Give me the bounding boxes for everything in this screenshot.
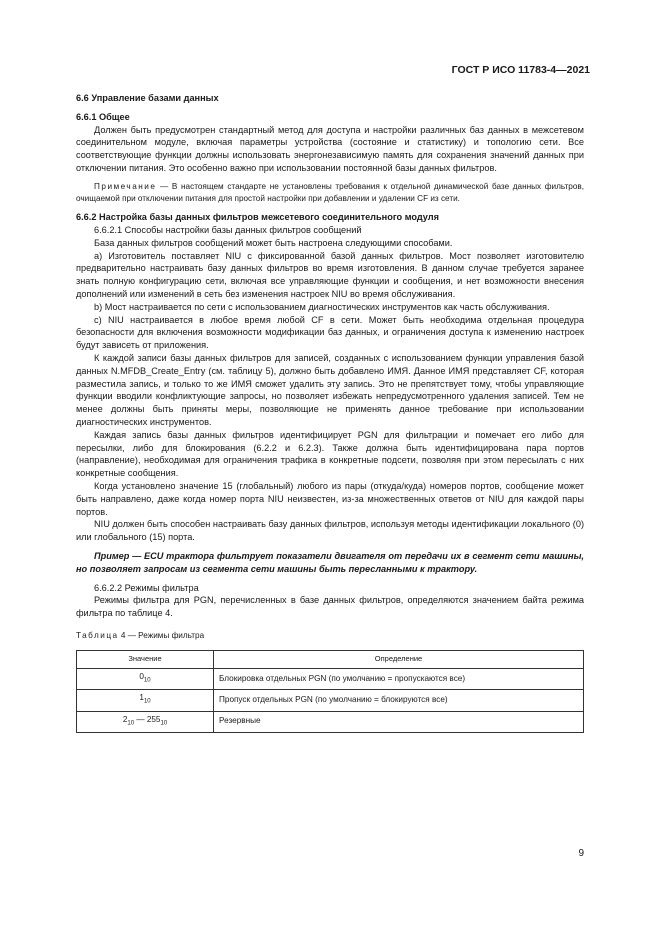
- table-row: [77, 711, 584, 732]
- paragraph: NIU должен быть способен настраивать базу данных фильтров, используя методы идентификации локального (0) или глобального (15) порта.: [76, 519, 584, 543]
- paragraph: К каждой записи базы данных фильтров для записей, созданных с использованием функции управления базой данных N.MFDB_Create_Entry (см. таблицу 5), должно быть добавлено ИМЯ. Данное ИМЯ представляет CF, которая разместила запись, и только то же ИМЯ сможет удалить эту запись. Это не препятствует тому, чтобы управляющие функции вводили конфликтующие запросы, но позволяет избежать непредусмотренного удаления записей. Тем не менее должны быть приняты меры, позволяющие не применять данное требование при использовании диагностических инструментов.: [76, 352, 584, 427]
- filter-modes-table: [76, 650, 584, 733]
- subsubsection-title: 6.6.2.2 Режимы фильтра: [94, 582, 199, 593]
- table-cell-value: $2_{10}$ — $255_{10}$: [77, 711, 214, 732]
- paragraph: База данных фильтров сообщений может быть настроена следующими способами.: [94, 237, 453, 248]
- note: [76, 181, 584, 205]
- table-cell-definition: Резервные: [214, 711, 584, 732]
- document-id: ГОСТ Р ИСО 11783-4—2021: [451, 64, 590, 76]
- list-item-b: b) Мост настраивается по сети с использованием диагностических инструментов как часть обслуживания.: [94, 301, 550, 312]
- table-cell-definition: Пропуск отдельных PGN (по умолчанию = блокируются все): [214, 690, 584, 711]
- subsubsection-title: 6.6.2.1 Способы настройки базы данных фильтров сообщений: [94, 224, 362, 235]
- paragraph: Каждая запись базы данных фильтров идентифицирует PGN для фильтрации и помечает его либо для пересылки, либо для блокирования (6.2.2 и 6.2.3). Также должна быть идентифицирована пара портов (направление), необходимая для ограничения трафика в конкретные подсети, позволяя при этом пересылать с них конкретные сообщения.: [76, 429, 584, 479]
- table-cell-value: $1_{10}$: [77, 690, 214, 711]
- table-caption-label: Таблица: [76, 630, 119, 640]
- section-title: 6.6 Управление базами данных: [76, 93, 219, 103]
- subsection-title: 6.6.1 Общее: [76, 111, 130, 122]
- table-cell-value: $0_{10}$: [77, 668, 214, 689]
- table-header-value: Значение: [77, 650, 214, 668]
- subsection-title: 6.6.2 Настройка базы данных фильтров межсетевого соединительного модуля: [76, 212, 439, 223]
- example: Пример — ECU трактора фильтрует показатели двигателя от передачи их в сегмент сети машины, но позволяет запросам из сегмента сети машины быть пересланными к трактору.: [76, 550, 584, 574]
- note-label: Примечание: [94, 181, 157, 191]
- table-header-row: [77, 650, 584, 668]
- table-caption-text: 4 — Режимы фильтра: [118, 630, 205, 640]
- note-text: — В настоящем стандарте не установлены требования к отдельной динамической базе данных фильтров, очищаемой при отключении питания для простой настройки при добавлении и удалении CF из сети.: [76, 181, 584, 203]
- page-number: 9: [578, 848, 584, 859]
- paragraph: Когда установлено значение 15 (глобальный) любого из пары (откуда/куда) номеров портов, сообщение может быть направлено, даже когда номер порта NIU неизвестен, из-за множественных ответов от NIU для каждой пары портов.: [76, 480, 584, 517]
- document-body: [76, 92, 584, 733]
- table-caption: [76, 630, 584, 643]
- table-cell-definition: Блокировка отдельных PGN (по умолчанию = пропускаются все): [214, 668, 584, 689]
- paragraph: Режимы фильтра для PGN, перечисленных в базе данных фильтров, определяются значением байта режима фильтра по таблице 4.: [76, 595, 584, 619]
- list-item-a: a) Изготовитель поставляет NIU с фиксированной базой данных фильтров. Мост позволяет изготовителю предварительно настраивать базу данных фильтров во время изготовления. В данном случае требуется заранее знать полную конфигурацию сети, включая все управляющие функции и сообщения, и нет возможности внесения дополнений или изменений в сеть без изменения настроек NIU во время обслуживания.: [76, 250, 584, 299]
- list-item-c: c) NIU настраивается в любое время любой CF в сети. Может быть необходима отдельная процедура безопасности для включения возможности модификации баз данных, и ограничения доступа к изменению настроек будут зависеть от приложения.: [76, 314, 584, 351]
- table-header-definition: Определение: [214, 650, 584, 668]
- table-row: [77, 668, 584, 689]
- paragraph: Должен быть предусмотрен стандартный метод для доступа и настройки различных баз данных в межсетевом соединительном модуле, включая параметры устройства (состояние и статистику) и топологию сети. Все соответствующие функции должны использовать энергонезависимую память для сохранения значений данных при отключении питания. Это особенно важно при использовании постоянной базы данных фильтров.: [76, 124, 584, 173]
- table-row: [77, 690, 584, 711]
